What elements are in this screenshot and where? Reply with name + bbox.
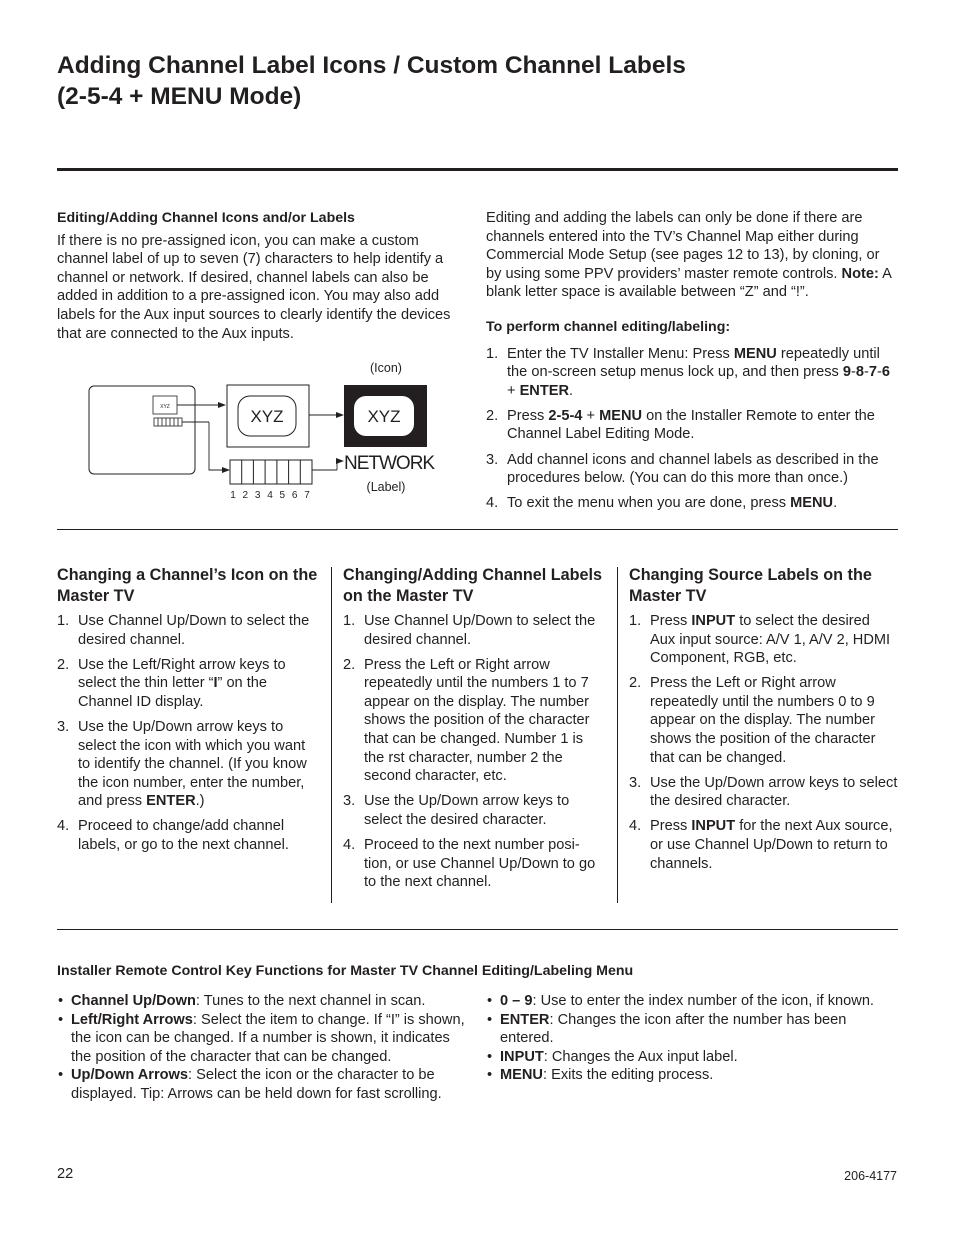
step-text: To exit the menu when you are done, press — [507, 495, 791, 512]
tv-screen-outline — [89, 386, 195, 474]
step-text: to select the desired Aux input source: A/V 1, A/V 2, HDMI Component, RGB, etc. — [650, 613, 891, 667]
page-title-line1: Adding Channel Label Icons / Custom Channel Labels — [57, 52, 686, 79]
connector-to-label — [209, 422, 224, 470]
label-cells — [230, 460, 312, 484]
step-text: on the Installer Remote to enter the Channel Label Editing Mode. — [507, 407, 875, 443]
step-number: 3. — [486, 451, 499, 468]
column-heading: Changing a Channel’s Icon on the Master TV — [57, 566, 318, 605]
column-step — [57, 612, 319, 649]
procedure-step — [486, 407, 898, 444]
step-text: . — [569, 382, 574, 399]
column-divider — [331, 567, 332, 903]
column-step — [343, 792, 607, 829]
column-divider — [617, 567, 618, 903]
step-text: - — [850, 364, 856, 381]
key-functions-heading: Installer Remote Control Key Functions for Master TV Channel Editing/Labeling Menu — [57, 963, 634, 979]
dark-icon-text: XYZ — [367, 407, 401, 426]
step-number: 1. — [57, 613, 70, 629]
page-title — [57, 50, 897, 112]
key-name: MENU — [500, 1067, 543, 1084]
step-number: 4. — [486, 495, 499, 512]
step-key: I — [213, 675, 218, 692]
step-key: ENTER — [146, 793, 196, 810]
key-item — [57, 1066, 469, 1103]
step-text: Press — [650, 818, 692, 835]
step-text: Use Channel Up/Down to select the desired channel. — [364, 613, 596, 648]
step-text: Use the Up/Down arrow keys to select the icon with which you want to identify the channel. (If you know the icon number, enter the number, and press — [78, 718, 307, 810]
key-name: Up/Down Arrows — [71, 1067, 189, 1084]
intro-body: If there is no pre-assigned icon, you can make a custom channel label of up to seven (7) characters to help identify a channel or network. If desired, channel labels can also be added in addition to a pre-assigned icon. You may also add labels for the Aux input sources to clearly identify the devices that are connected to the Aux inputs. — [57, 232, 451, 342]
step-key: 6 — [881, 364, 890, 381]
key-desc: : Select the item to change. If “I” is shown, the icon can be changed. If a number is shown, it indicates the position of the character that can be changed. — [71, 1011, 465, 1065]
column-channel-icon — [57, 565, 319, 861]
column-step — [343, 656, 607, 786]
step-number: 2. — [343, 656, 356, 673]
step-text: repeatedly until the on-screen setup menus lock up, and then press — [507, 345, 880, 381]
step-text: . — [833, 495, 838, 512]
step-key: INPUT — [691, 818, 736, 835]
column-step — [343, 836, 607, 892]
column-heading: Changing Source Labels on the Master TV — [629, 566, 872, 605]
column-step — [57, 656, 319, 712]
intro-heading: Editing/Adding Channel Icons and/or Labels — [57, 210, 355, 226]
step-key: MENU — [733, 345, 777, 362]
step-text: for the next Aux source, or use Channel Up/Down to return to channels. — [650, 818, 893, 872]
step-text: Proceed to the next number posi-tion, or use Channel Up/Down to go to the next channel. — [364, 837, 596, 891]
column-step — [57, 718, 319, 811]
key-list — [57, 992, 469, 1104]
step-key: 8 — [855, 364, 864, 381]
step-text: - — [863, 364, 869, 381]
step-text: Use Channel Up/Down to select the desired channel. — [78, 613, 310, 648]
note-label: Note: — [841, 265, 879, 282]
right-intro-body: Editing and adding the labels can only be done if there are channels entered into the TV’s Channel Map either during Commercial Mode Setup (see pages 12 to 13), by cloning, or by using some PPV providers’ master remote controls. — [486, 210, 880, 282]
step-number: 4. — [343, 837, 356, 854]
procedure-step — [486, 494, 898, 513]
page-title-line2: (2-5-4 + MENU Mode) — [57, 83, 302, 110]
step-key: 9 — [842, 364, 851, 381]
step-key: MENU — [790, 495, 834, 512]
step-number: 3. — [343, 793, 356, 810]
step-number: 2. — [486, 407, 499, 424]
step-number: 1. — [343, 613, 356, 629]
document-number: 206-4177 — [844, 1169, 897, 1183]
key-desc: : Use to enter the index number of the icon, if known. — [532, 993, 874, 1009]
key-name: 0 – 9 — [500, 993, 533, 1009]
key-desc: : Select the icon or the character to be displayed. Tip: Arrows can be held down for fast scrolling. — [71, 1067, 442, 1102]
column-step — [57, 817, 319, 854]
step-text: + — [507, 382, 520, 399]
step-number: 4. — [629, 818, 642, 835]
step-text: Use the Up/Down arrow keys to select the desired character. — [650, 774, 898, 810]
label-caption: (Label) — [366, 480, 406, 494]
column-step — [629, 612, 898, 668]
step-key: 7 — [868, 364, 877, 381]
section-divider — [57, 929, 898, 930]
tv-icon-text: XYZ — [160, 404, 170, 410]
column-steps — [629, 612, 898, 873]
procedure-step — [486, 451, 898, 488]
key-item — [57, 992, 469, 1011]
page-number: 22 — [57, 1166, 74, 1182]
column-heading: Changing/Adding Channel Labels on the Master TV — [343, 566, 602, 605]
tv-label-cells — [154, 418, 182, 426]
title-rule — [57, 168, 898, 171]
key-item — [486, 1066, 898, 1085]
step-number: 1. — [629, 613, 642, 629]
column-step — [629, 774, 898, 811]
column-step — [629, 674, 898, 767]
step-text: Press the Left or Right arrow repeatedly until the numbers 1 to 7 appear on the display. The number shows the position of the character that can be changed. Number 1 is the rst character, number 2 the second character, etc. — [364, 656, 590, 785]
procedure-steps — [486, 345, 898, 513]
key-item — [486, 992, 898, 1011]
step-key: 2-5-4 — [548, 407, 583, 424]
icon-box-text: XYZ — [250, 407, 284, 426]
procedure-heading: To perform channel editing/labeling: — [486, 318, 731, 335]
key-desc: : Changes the icon after the number has been entered. — [500, 1011, 847, 1047]
step-key: MENU — [599, 407, 643, 424]
step-text: Press the Left or Right arrow repeatedly until the numbers 0 to 9 appear on the display. The number shows the position of the character that can be changed. — [650, 675, 876, 766]
key-desc: : Tunes to the next channel in scan. — [195, 993, 426, 1009]
step-text: Use the Up/Down arrow keys to select the desired character. — [364, 793, 570, 828]
key-name: ENTER — [500, 1011, 550, 1028]
step-number: 1. — [486, 345, 499, 362]
column-channel-labels — [343, 565, 607, 898]
step-number: 4. — [57, 818, 70, 835]
key-desc: : Exits the editing process. — [542, 1067, 714, 1084]
step-text: Proceed to change/add channel labels, or go to the next channel. — [78, 818, 289, 854]
step-number: 2. — [57, 656, 70, 673]
key-name: Channel Up/Down — [71, 993, 196, 1009]
key-functions-left — [57, 992, 469, 1104]
step-text: - — [876, 364, 882, 381]
step-key: ENTER — [519, 382, 570, 399]
step-number: 3. — [629, 774, 642, 791]
key-list — [486, 992, 898, 1085]
step-text: Enter the TV Installer Menu: Press — [507, 345, 734, 362]
step-text: Press — [650, 613, 692, 629]
step-text: ” on the Channel ID display. — [78, 675, 268, 710]
step-number: 2. — [629, 675, 642, 692]
key-item — [57, 1011, 469, 1067]
key-item — [486, 1048, 898, 1067]
intro-section — [57, 209, 467, 343]
network-label-text: NETWORK — [344, 453, 435, 474]
channel-label-diagram — [85, 355, 445, 505]
position-numbers: 1 2 3 4 5 6 7 — [230, 490, 312, 501]
step-number: 3. — [57, 718, 70, 735]
step-text: .) — [195, 793, 205, 810]
column-step — [629, 817, 898, 873]
column-steps — [57, 612, 319, 855]
icon-caption: (Icon) — [370, 361, 402, 375]
key-item — [486, 1011, 898, 1048]
right-intro-section — [486, 209, 898, 519]
key-name: Left/Right Arrows — [71, 1011, 193, 1028]
step-text: Use the Left/Right arrow keys to select the thin letter “ — [78, 656, 286, 692]
column-step — [343, 612, 607, 649]
step-key: INPUT — [691, 613, 736, 629]
key-functions-right — [486, 992, 898, 1085]
step-text: + — [582, 407, 600, 424]
procedure-step — [486, 345, 898, 401]
note-text: A blank letter space is available between “Z” and “!”. — [486, 265, 892, 301]
column-source-labels — [629, 565, 898, 880]
section-divider — [57, 529, 898, 530]
step-text: Press — [507, 407, 549, 424]
key-desc: : Changes the Aux input label. — [543, 1048, 738, 1065]
key-name: INPUT — [500, 1048, 544, 1065]
step-text: Add channel icons and channel labels as described in the procedures below. (You can do this more than once.) — [507, 451, 879, 487]
column-steps — [343, 612, 607, 892]
